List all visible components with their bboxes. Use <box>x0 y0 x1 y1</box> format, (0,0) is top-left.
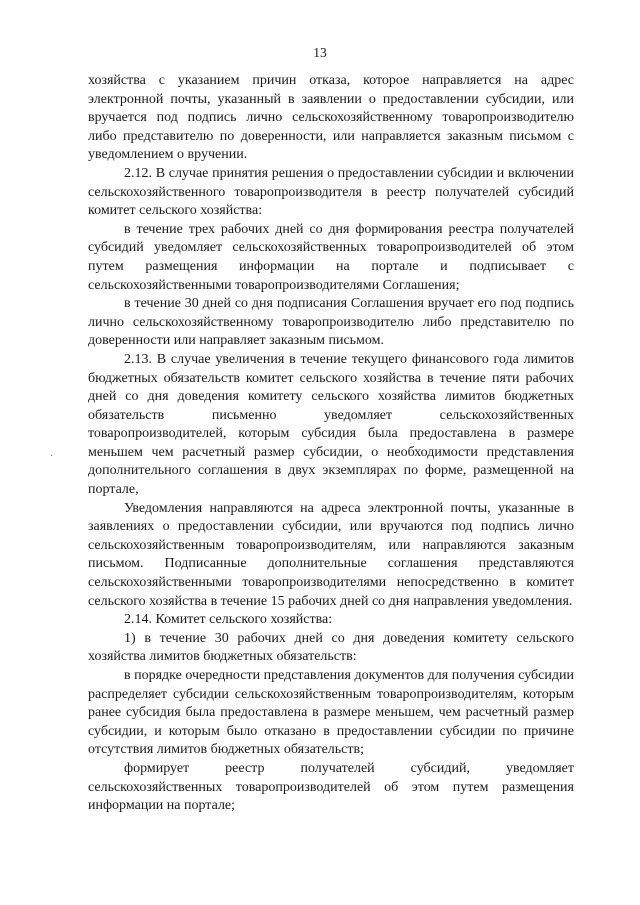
paragraph-2-14: 2.14. Комитет сельского хозяйства: <box>124 612 333 628</box>
paragraph-2-13: 2.13. В случае увеличения в течение текущего финансового года лимитов бюджетных обязательств комитет сельского хозяйства в течение пяти рабочих дней со дня доведения комитету сельского хозяйства лимитов бюджетных обязательств письменно уведомляет сельскохозяйственных товаропроизводителей, которым субсидия была предоставлена в размере меньшем чем расчетный размер субсидии, о необходимости представления дополнительного соглашения в двух экземплярах по форме, размещенной на портале, <box>88 351 574 498</box>
paragraph-2-14-item-1: 1) в течение 30 рабочих дней со дня доведения комитету сельского хозяйства лимитов бюджетных обязательств: <box>88 630 574 665</box>
paragraph-2-12: 2.12. В случае принятия решения о предоставлении субсидии и включении сельскохозяйственного товаропроизводителя в реестр получателей субсидий комитет сельского хозяйства: <box>88 165 574 219</box>
page-number: 13 <box>313 45 327 60</box>
paragraph-2-13-notifications: Уведомления направляются на адреса электронной почты, указанные в заявлениях о предоставлении субсидии, или вручаются под подпись лично сельскохозяйственным товаропроизводителям, или направляются заказным письмом. Подписанные дополнительные соглашения представляются сельскохозяйственными товаропроизводителями непосредственно в комитет сельского хозяйства в течение 15 рабочих дней со дня направления уведомления. <box>88 500 574 609</box>
paragraph-2-12-item-1: в течение трех рабочих дней со дня формирования реестра получателей субсидий уведомляет сельскохозяйственных товаропроизводителей об этом путем размещения информации на портале и подписывает с сельскохозяйственными товаропроизводителями Соглашения; <box>88 221 574 293</box>
paragraph-2-14-item-1b: формирует реестр получателей субсидий, уведомляет сельскохозяйственных товаропроизводителей об этом путем размещения информации на портале; <box>88 760 574 814</box>
paragraph-continuation: хозяйства с указанием причин отказа, которое направляется на адрес электронной почты, указанный в заявлении о предоставлении субсидии, или вручается под подпись лично сельскохозяйственному товаропроизводителю либо представителю по доверенности, или направляется заказным письмом с уведомлением о вручении. <box>88 73 574 163</box>
paragraph-2-12-item-2: в течение 30 дней со дня подписания Соглашения вручает его под подпись лично сельскохозяйственному товаропроизводителю либо представителю по доверенности или направляет заказным письмом. <box>88 296 574 349</box>
margin-mark: · <box>50 451 54 462</box>
paragraph-2-14-item-1a: в порядке очередности представления документов для получения субсидии распределяет субсидии сельскохозяйственным товаропроизводителям, которым ранее субсидия была предоставлена в размере меньшем, чем расчетный размер субсидии, и которым было отказано в предоставлении субсидии по причине отсутствия лимитов бюджетных обязательств; <box>88 668 574 758</box>
body-text <box>88 72 574 816</box>
